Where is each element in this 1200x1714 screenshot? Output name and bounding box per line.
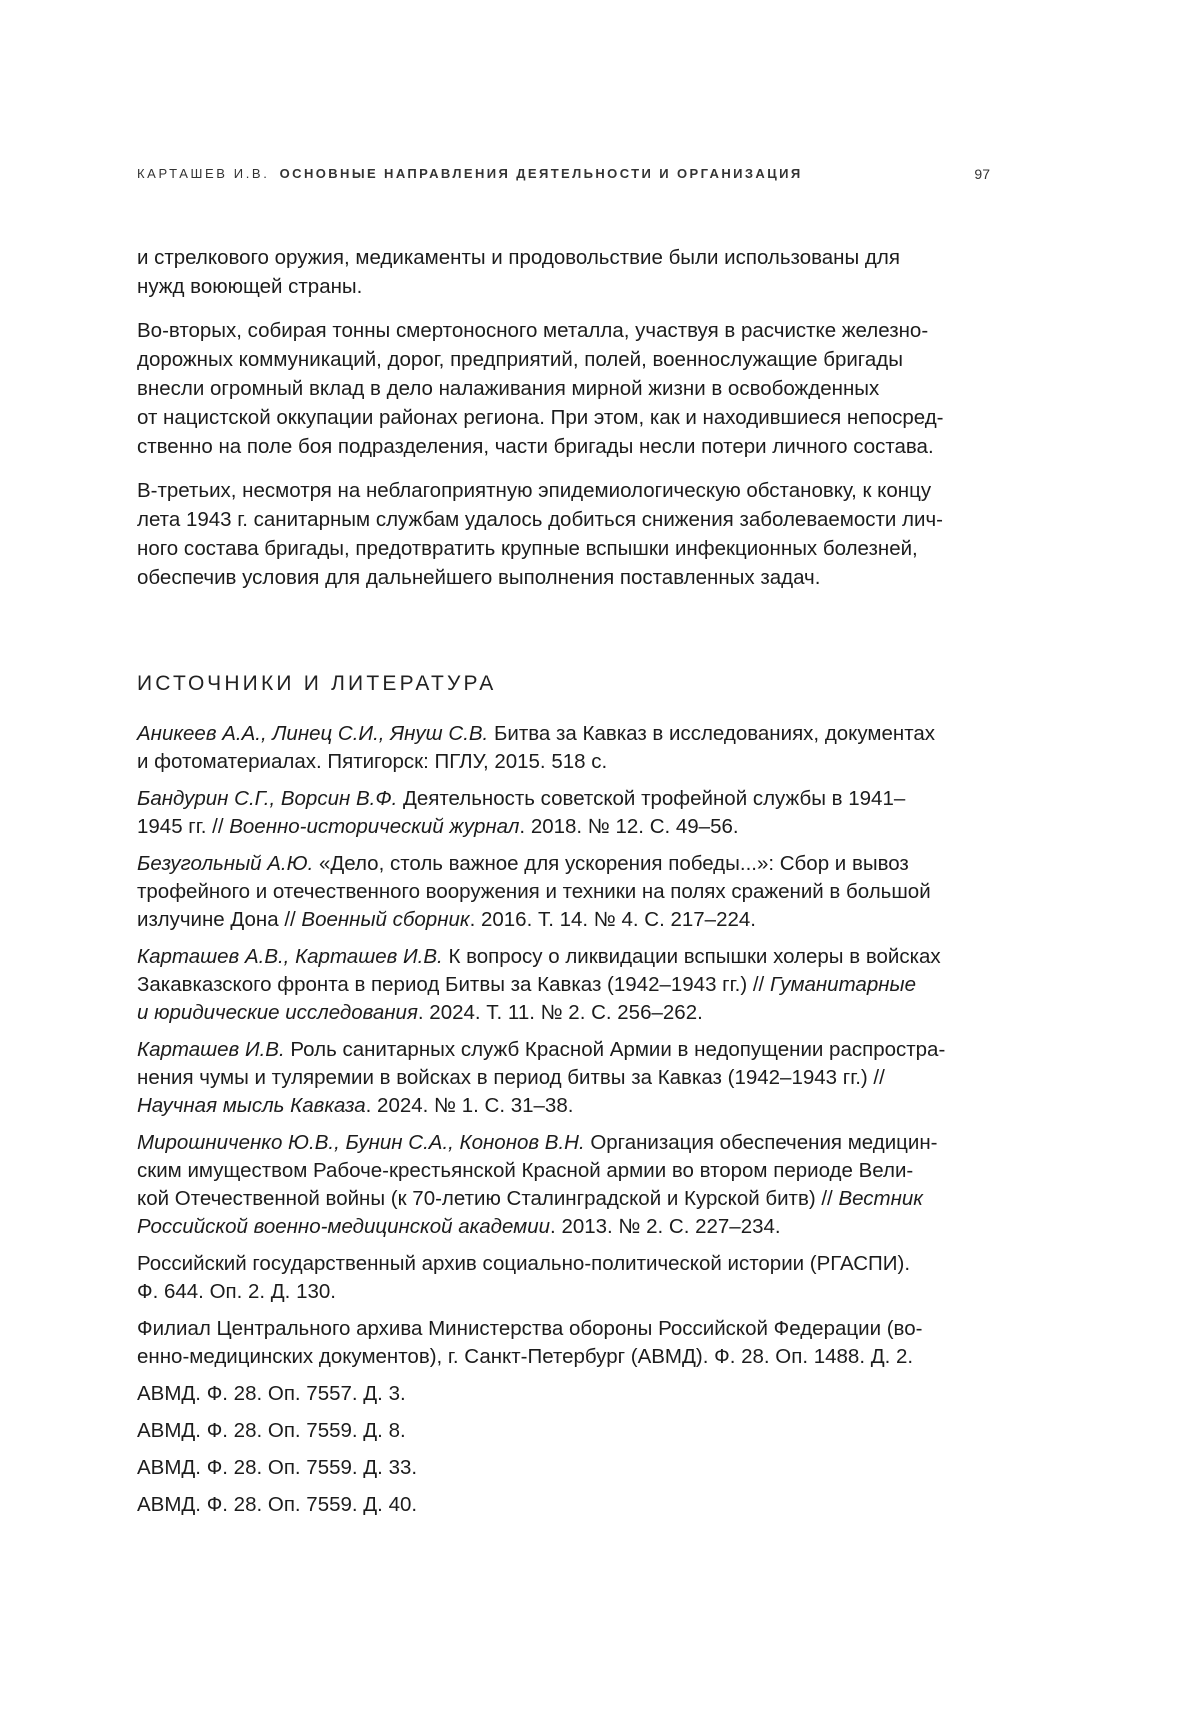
reference-text: Организация обеспечения медицин-	[585, 1131, 938, 1154]
reference-item	[137, 1036, 990, 1120]
reference-line	[137, 1380, 990, 1408]
header-author: КАРТАШЕВ И.В.	[137, 166, 269, 181]
reference-line	[137, 999, 990, 1027]
reference-text: Деятельность советской трофейной службы в 1941–	[397, 787, 905, 810]
reference-item	[137, 1491, 990, 1519]
running-header	[137, 166, 990, 186]
reference-journal: и юридические исследования	[137, 1001, 418, 1024]
reference-line	[137, 943, 990, 971]
sources-heading: ИСТОЧНИКИ И ЛИТЕРАТУРА	[137, 672, 497, 696]
reference-line	[137, 720, 990, 748]
text-line: и стрелкового оружия, медикаменты и продовольствие были использованы для	[137, 243, 990, 272]
reference-line	[137, 850, 990, 878]
reference-item	[137, 943, 990, 1027]
reference-item	[137, 1129, 990, 1241]
header-title: ОСНОВНЫЕ НАПРАВЛЕНИЯ ДЕЯТЕЛЬНОСТИ И ОРГАНИЗАЦИЯ	[280, 166, 803, 181]
text-line: ственно на поле боя подразделения, части бригады несли потери личного состава.	[137, 432, 990, 461]
reference-line	[137, 906, 990, 934]
reference-text: и фотоматериалах. Пятигорск: ПГЛУ, 2015. 518 с.	[137, 750, 607, 773]
reference-text: . 2018. № 12. С. 49–56.	[519, 815, 738, 838]
reference-authors: Бандурин С.Г., Ворсин В.Ф.	[137, 787, 397, 810]
reference-line	[137, 813, 990, 841]
reference-line	[137, 1092, 990, 1120]
reference-text: АВМД. Ф. 28. Оп. 7557. Д. 3.	[137, 1382, 406, 1405]
reference-line	[137, 1129, 990, 1157]
reference-line	[137, 1315, 990, 1343]
reference-list	[137, 720, 990, 1528]
reference-authors: Аникеев А.А., Линец С.И., Януш С.В.	[137, 722, 488, 745]
reference-item	[137, 785, 990, 841]
page-number: 97	[974, 166, 990, 182]
reference-text: енно-медицинских документов), г. Санкт-Петербург (АВМД). Ф. 28. Оп. 1488. Д. 2.	[137, 1345, 913, 1368]
reference-line	[137, 1064, 990, 1092]
text-line: лета 1943 г. санитарным службам удалось добиться снижения заболеваемости лич-	[137, 505, 990, 534]
reference-authors: Безугольный А.Ю.	[137, 852, 313, 875]
reference-text: . 2024. Т. 11. № 2. С. 256–262.	[418, 1001, 703, 1024]
reference-journal: Вестник	[838, 1187, 923, 1210]
reference-item	[137, 1417, 990, 1445]
page	[137, 0, 990, 1714]
reference-text: Российский государственный архив социально-политической истории (РГАСПИ).	[137, 1252, 910, 1275]
reference-item	[137, 720, 990, 776]
reference-authors: Мирошниченко Ю.В., Бунин С.А., Кононов В.Н.	[137, 1131, 585, 1154]
paragraph	[137, 316, 990, 461]
text-line: Во-вторых, собирая тонны смертоносного металла, участвуя в расчистке железно-	[137, 316, 990, 345]
text-line: дорожных коммуникаций, дорог, предприятий, полей, военнослужащие бригады	[137, 345, 990, 374]
reference-text: . 2016. Т. 14. № 4. С. 217–224.	[470, 908, 756, 931]
reference-line	[137, 878, 990, 906]
reference-text: АВМД. Ф. 28. Оп. 7559. Д. 33.	[137, 1456, 417, 1479]
body-text	[137, 243, 990, 607]
reference-text: . 2024. № 1. С. 31–38.	[366, 1094, 574, 1117]
reference-journal: Военно-исторический журнал	[229, 815, 519, 838]
reference-text: ским имуществом Рабоче-крестьянской Красной армии во втором периоде Вели-	[137, 1159, 913, 1182]
reference-line	[137, 1157, 990, 1185]
reference-text: излучине Дона //	[137, 908, 301, 931]
reference-journal: Научная мысль Кавказа	[137, 1094, 366, 1117]
reference-line	[137, 1213, 990, 1241]
reference-text: К вопросу о ликвидации вспышки холеры в войсках	[443, 945, 941, 968]
reference-journal: Российской военно-медицинской академии	[137, 1215, 550, 1238]
reference-item	[137, 1454, 990, 1482]
reference-item	[137, 1315, 990, 1371]
reference-line	[137, 785, 990, 813]
reference-line	[137, 1185, 990, 1213]
reference-item	[137, 1380, 990, 1408]
reference-text: трофейного и отечественного вооружения и техники на полях сражений в большой	[137, 880, 931, 903]
reference-line	[137, 1454, 990, 1482]
text-line: обеспечив условия для дальнейшего выполнения поставленных задач.	[137, 563, 990, 592]
reference-line	[137, 1250, 990, 1278]
reference-item	[137, 850, 990, 934]
reference-line	[137, 1417, 990, 1445]
reference-item	[137, 1250, 990, 1306]
reference-text: АВМД. Ф. 28. Оп. 7559. Д. 8.	[137, 1419, 406, 1442]
reference-text: нения чумы и туляремии в войсках в период битвы за Кавказ (1942–1943 гг.) //	[137, 1066, 885, 1089]
text-line: нужд воюющей страны.	[137, 272, 990, 301]
reference-text: кой Отечественной войны (к 70-летию Сталинградской и Курской битв) //	[137, 1187, 838, 1210]
text-line: В-третьих, несмотря на неблагоприятную эпидемиологическую обстановку, к концу	[137, 476, 990, 505]
reference-text: «Дело, столь важное для ускорения победы...»: Сбор и вывоз	[313, 852, 909, 875]
paragraph	[137, 243, 990, 301]
reference-line	[137, 1343, 990, 1371]
reference-journal: Военный сборник	[301, 908, 469, 931]
reference-authors: Карташев А.В., Карташев И.В.	[137, 945, 443, 968]
text-line: внесли огромный вклад в дело налаживания мирной жизни в освобожденных	[137, 374, 990, 403]
reference-text: Филиал Центрального архива Министерства обороны Российской Федерации (во-	[137, 1317, 922, 1340]
reference-line	[137, 1491, 990, 1519]
text-line: ного состава бригады, предотвратить крупные вспышки инфекционных болезней,	[137, 534, 990, 563]
reference-authors: Карташев И.В.	[137, 1038, 285, 1061]
text-line: от нацистской оккупации районах региона. При этом, как и находившиеся непосред-	[137, 403, 990, 432]
reference-text: Битва за Кавказ в исследованиях, документах	[488, 722, 935, 745]
reference-text: 1945 гг. //	[137, 815, 229, 838]
reference-line	[137, 971, 990, 999]
reference-line	[137, 1036, 990, 1064]
reference-text: . 2013. № 2. С. 227–234.	[550, 1215, 781, 1238]
reference-text: Роль санитарных служб Красной Армии в недопущении распростра-	[285, 1038, 946, 1061]
reference-journal: Гуманитарные	[770, 973, 916, 996]
reference-line	[137, 748, 990, 776]
paragraph	[137, 476, 990, 592]
reference-text: Ф. 644. Оп. 2. Д. 130.	[137, 1280, 336, 1303]
reference-line	[137, 1278, 990, 1306]
reference-text: АВМД. Ф. 28. Оп. 7559. Д. 40.	[137, 1493, 417, 1516]
reference-text: Закавказского фронта в период Битвы за Кавказ (1942–1943 гг.) //	[137, 973, 770, 996]
